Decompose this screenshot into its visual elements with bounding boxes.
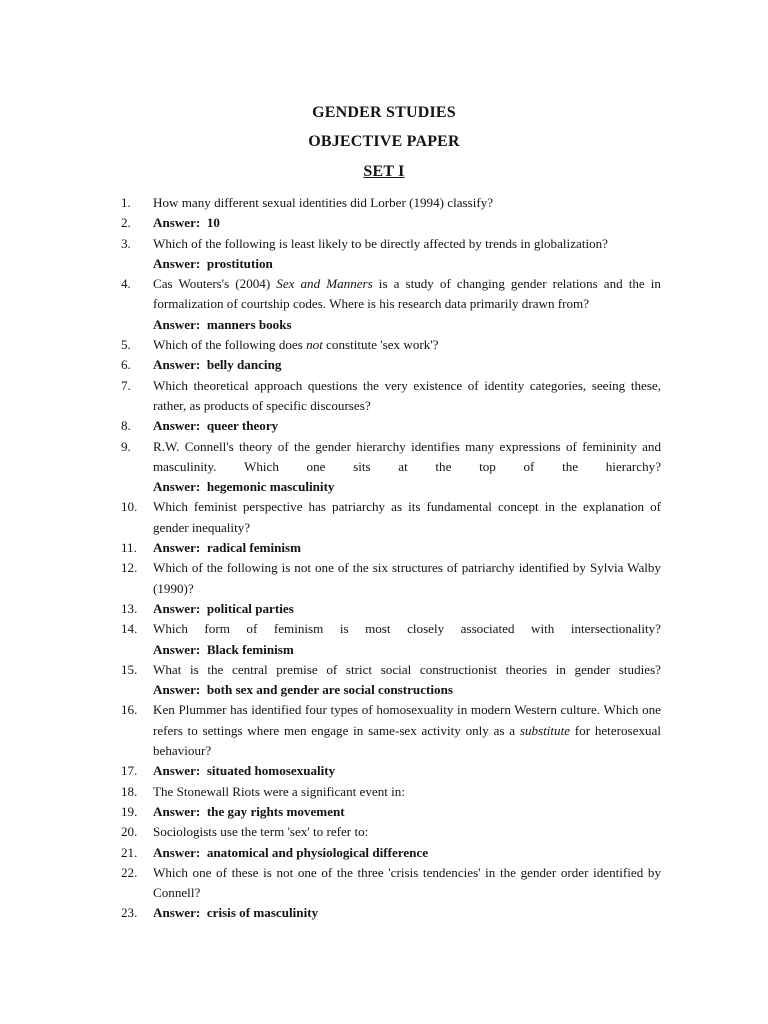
item-number: 4. (121, 276, 131, 292)
emphasis-text: substitute (519, 722, 571, 738)
item-number: 3. (121, 235, 131, 251)
item-number: 9. (121, 438, 131, 454)
question-text: Which form of feminism is most closely associated with intersectionality? (153, 621, 661, 637)
answer-text: Answer: belly dancing (153, 357, 282, 373)
question-text: Which of the following is not one of the six structures of patriarchy identified by Sylvia Walby (1990)? (153, 560, 661, 596)
answer-text: Answer: crisis of masculinity (153, 905, 319, 921)
list-item (121, 416, 661, 436)
question-text: Which one of these is not one of the three 'crisis tendencies' in the gender order identified by Connell? (153, 864, 661, 901)
document-title: GENDER STUDIES (312, 104, 456, 121)
list-item (121, 903, 661, 923)
question-text-part: Which of the following does (153, 337, 307, 353)
question-text: Which of the following is least likely to be directly affected by trends in globalization? (153, 235, 608, 251)
list-item (121, 761, 661, 781)
question-text: Sociologists use the term 'sex' to refer to: (153, 824, 369, 840)
item-number: 21. (121, 844, 138, 860)
list-item (121, 619, 661, 639)
list-item (121, 558, 661, 599)
question-text: How many different sexual identities did Lorber (1994) classify? (153, 195, 494, 210)
set-heading: SET I (363, 163, 405, 180)
item-number: 19. (121, 803, 138, 819)
item-number: 13. (121, 600, 138, 616)
list-item (121, 234, 661, 254)
item-number: 20. (121, 824, 138, 840)
item-number: 6. (121, 357, 131, 373)
item-number: 7. (121, 377, 131, 393)
item-number: 12. (121, 560, 138, 576)
list-item (121, 782, 661, 802)
answer-text: Answer: prostitution (153, 255, 273, 271)
item-number: 18. (121, 783, 138, 799)
answer-text: Answer: political parties (153, 600, 294, 616)
emphasis-text: not (306, 337, 323, 353)
answer-text: Answer: 10 (153, 215, 220, 231)
item-number: 8. (121, 418, 131, 434)
list-item (121, 660, 661, 680)
list-item (121, 700, 661, 761)
item-number: 1. (121, 195, 131, 210)
item-number: 2. (121, 215, 131, 231)
list-item (121, 437, 661, 478)
item-number: 5. (121, 337, 131, 353)
question-list (121, 193, 661, 924)
question-text (153, 700, 661, 761)
question-text: Which theoretical approach questions the very existence of identity categories, seeing these, rather, as products of specific discourses? (153, 377, 661, 413)
list-item (121, 335, 661, 355)
list-item (121, 599, 661, 619)
list-item (121, 497, 661, 538)
question-text (153, 335, 661, 355)
answer-text: Answer: both sex and gender are social constructions (153, 682, 453, 698)
question-text: R.W. Connell's theory of the gender hierarchy identifies many expressions of femininity and masculinity. Which one sits at the top of the hierarchy? (153, 438, 661, 474)
question-text: The Stonewall Riots were a significant event in: (153, 783, 405, 799)
list-item (121, 193, 661, 213)
list-item (121, 355, 661, 375)
list-item (121, 822, 661, 842)
document-subtitle: OBJECTIVE PAPER (308, 133, 460, 150)
item-number: 16. (121, 702, 138, 718)
question-text-part: Cas Wouters's (2004) (153, 276, 277, 292)
list-item (121, 538, 661, 558)
answer-text: Answer: the gay rights movement (153, 803, 345, 819)
answer-text: Answer: queer theory (153, 418, 279, 434)
question-text-part: is a study of changing gender relations and the in formalization of courtship codes. Where is his research data primarily drawn from? (153, 276, 661, 312)
question-text-part: for heterosexual behaviour? (153, 722, 661, 759)
answer-text: Answer: Black feminism (153, 641, 294, 657)
answer-text: Answer: manners books (153, 316, 292, 332)
question-text-part: constitute 'sex work'? (322, 337, 439, 353)
question-text: Which feminist perspective has patriarchy as its fundamental concept in the explanation of gender inequality? (153, 499, 661, 535)
list-item (121, 376, 661, 417)
answer-text: Answer: situated homosexuality (153, 763, 336, 779)
list-item (121, 863, 661, 904)
item-number: 15. (121, 661, 138, 677)
answer-text: Answer: radical feminism (153, 540, 302, 556)
question-text-part: Ken Plummer has identified four types of homosexuality in modern Western culture. Which one refers to settings where men engage in same-sex activity only as a (153, 702, 661, 738)
item-number: 14. (121, 621, 138, 637)
answer-text: Answer: hegemonic masculinity (153, 479, 335, 495)
item-number: 10. (121, 499, 138, 515)
list-item (121, 843, 661, 863)
question-text: What is the central premise of strict social constructionist theories in gender studies? (153, 661, 661, 677)
list-item (121, 802, 661, 822)
list-item (121, 274, 661, 315)
item-number: 17. (121, 763, 138, 779)
question-text (153, 274, 661, 315)
item-number: 22. (121, 864, 138, 880)
book-title: Sex and Manners (276, 276, 373, 292)
list-item (121, 213, 661, 233)
item-number: 23. (121, 905, 138, 921)
answer-text: Answer: anatomical and physiological difference (153, 844, 429, 860)
item-number: 11. (121, 540, 137, 556)
